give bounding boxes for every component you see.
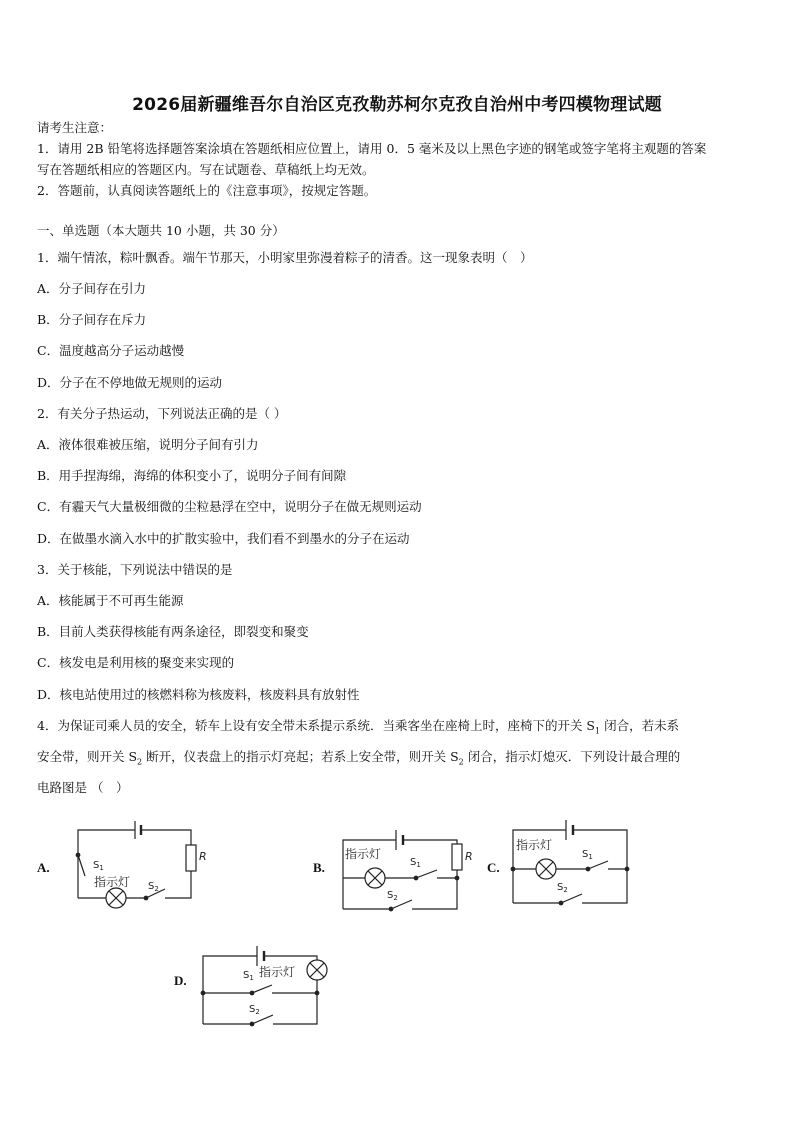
question-4-line-3: 电路图是 （ ） xyxy=(37,780,129,795)
question-2-option-d: D．在做墨水滴入水中的扩散实验中，我们看不到墨水的分子在运动 xyxy=(37,531,410,546)
switch-s2-blade xyxy=(146,889,165,898)
switch-s1-blade xyxy=(416,870,437,878)
question-1-option-b: B．分子间存在斥力 xyxy=(37,312,147,327)
question-3-option-b: B．目前人类获得核能有两条途径，即裂变和聚变 xyxy=(37,624,309,639)
notice-item-1-line-1: 1．请用 2B 铅笔将选择题答案涂填在答题纸相应位置上，请用 0．5 毫米及以上黑色字迹的钢笔或签字笔将主观题的答案 xyxy=(37,141,707,156)
question-2-option-b: B．用手捏海绵，海绵的体积变小了，说明分子间有间隙 xyxy=(37,468,347,483)
label-s2: $S_2$ xyxy=(148,881,159,893)
lamp-icon xyxy=(106,888,126,908)
label-s1: $S_1$ xyxy=(243,970,254,982)
label-r: R xyxy=(199,850,207,863)
question-3-option-a: A．核能属于不可再生能源 xyxy=(37,593,184,608)
switch-s2-blade xyxy=(561,894,582,903)
question-1-option-a: A．分子间存在引力 xyxy=(37,281,147,296)
question-1-stem: 1．端午情浓，粽叶飘香。端午节那天，小明家里弥漫着粽子的清香。这一现象表明（ ） xyxy=(37,250,533,265)
option-c-label: C. xyxy=(487,860,500,875)
label-s2: $S_2$ xyxy=(557,882,568,894)
circuit-c xyxy=(511,820,629,905)
q4-text: 安全带，则开关 S xyxy=(37,749,138,764)
q4-text: 闭合，指示灯熄灭．下列设计最合理的 xyxy=(463,749,681,764)
option-a-label: A. xyxy=(37,860,50,875)
q4-text: 4．为保证司乘人员的安全，轿车上设有安全带未系提示系统．当乘客坐在座椅上时，座椅下的开关 S xyxy=(37,718,595,733)
notice-item-2: 2．答题前，认真阅读答题纸上的《注意事项》，按规定答题。 xyxy=(37,183,377,198)
resistor xyxy=(186,845,196,871)
label-s2: $S_2$ xyxy=(387,890,398,902)
switch-s1-blade xyxy=(588,861,608,869)
switch-s1-blade xyxy=(252,985,272,993)
q4-sub: 2 xyxy=(458,757,464,767)
label-s2: $S_2$ xyxy=(249,1004,260,1016)
lamp-icon xyxy=(365,868,385,888)
q4-sub: 2 xyxy=(137,757,143,767)
switch-s1-blade xyxy=(78,855,85,876)
question-3-option-c: C．核发电是利用核的聚变来实现的 xyxy=(37,655,235,670)
lamp-icon xyxy=(307,960,327,980)
question-1-option-d: D．分子在不停地做无规则的运动 xyxy=(37,375,223,390)
switch-s1-pivot xyxy=(76,853,80,857)
label-s1: $S_1$ xyxy=(93,860,104,872)
q4-text: 断开，仪表盘上的指示灯亮起；若系上安全带，则开关 S xyxy=(142,749,459,764)
question-3-stem: 3．关于核能，下列说法中错误的是 xyxy=(37,562,233,577)
option-d-label: D. xyxy=(174,973,187,988)
question-4-line-1 xyxy=(37,719,762,739)
notice-heading: 请考生注意： xyxy=(37,120,113,135)
label-lamp: 指示灯 xyxy=(345,847,382,861)
q4-text: 闭合，若未系 xyxy=(600,718,680,733)
label-lamp: 指示灯 xyxy=(94,875,131,889)
resistor xyxy=(452,844,462,870)
circuit-a xyxy=(76,821,196,908)
page-title: 2026届新疆维吾尔自治区克孜勒苏柯尔克孜自治州中考四模物理试题 xyxy=(132,95,662,115)
question-1-option-c: C．温度越高分子运动越慢 xyxy=(37,343,185,358)
question-2-stem: 2．有关分子热运动，下列说法正确的是（ ） xyxy=(37,406,287,421)
question-4-line-2 xyxy=(37,750,762,770)
question-2-option-a: A．液体很难被压缩，说明分子间有引力 xyxy=(37,437,259,452)
lamp-icon xyxy=(536,859,556,879)
circuit-b xyxy=(343,830,462,911)
label-s1: $S_1$ xyxy=(582,849,593,861)
switch-s2-blade xyxy=(391,900,412,909)
q4-sub: 1 xyxy=(595,726,601,736)
option-b-label: B. xyxy=(313,860,325,875)
question-2-option-c: C．有霾天气大量极细微的尘粒悬浮在空中，说明分子在做无规则运动 xyxy=(37,499,422,514)
switch-s2-blade xyxy=(252,1015,273,1024)
label-s1: $S_1$ xyxy=(410,857,421,869)
label-r: R xyxy=(465,850,473,863)
label-lamp: 指示灯 xyxy=(259,965,296,979)
question-3-option-d: D．核电站使用过的核燃料称为核废料，核废料具有放射性 xyxy=(37,687,360,702)
circuit-d xyxy=(201,946,327,1026)
notice-item-1-line-2: 写在答题纸相应的答题区内。写在试题卷、草稿纸上均无效。 xyxy=(37,162,375,177)
label-lamp: 指示灯 xyxy=(516,838,553,852)
section-heading: 一、单选题（本大题共 10 小题，共 30 分） xyxy=(37,223,285,238)
